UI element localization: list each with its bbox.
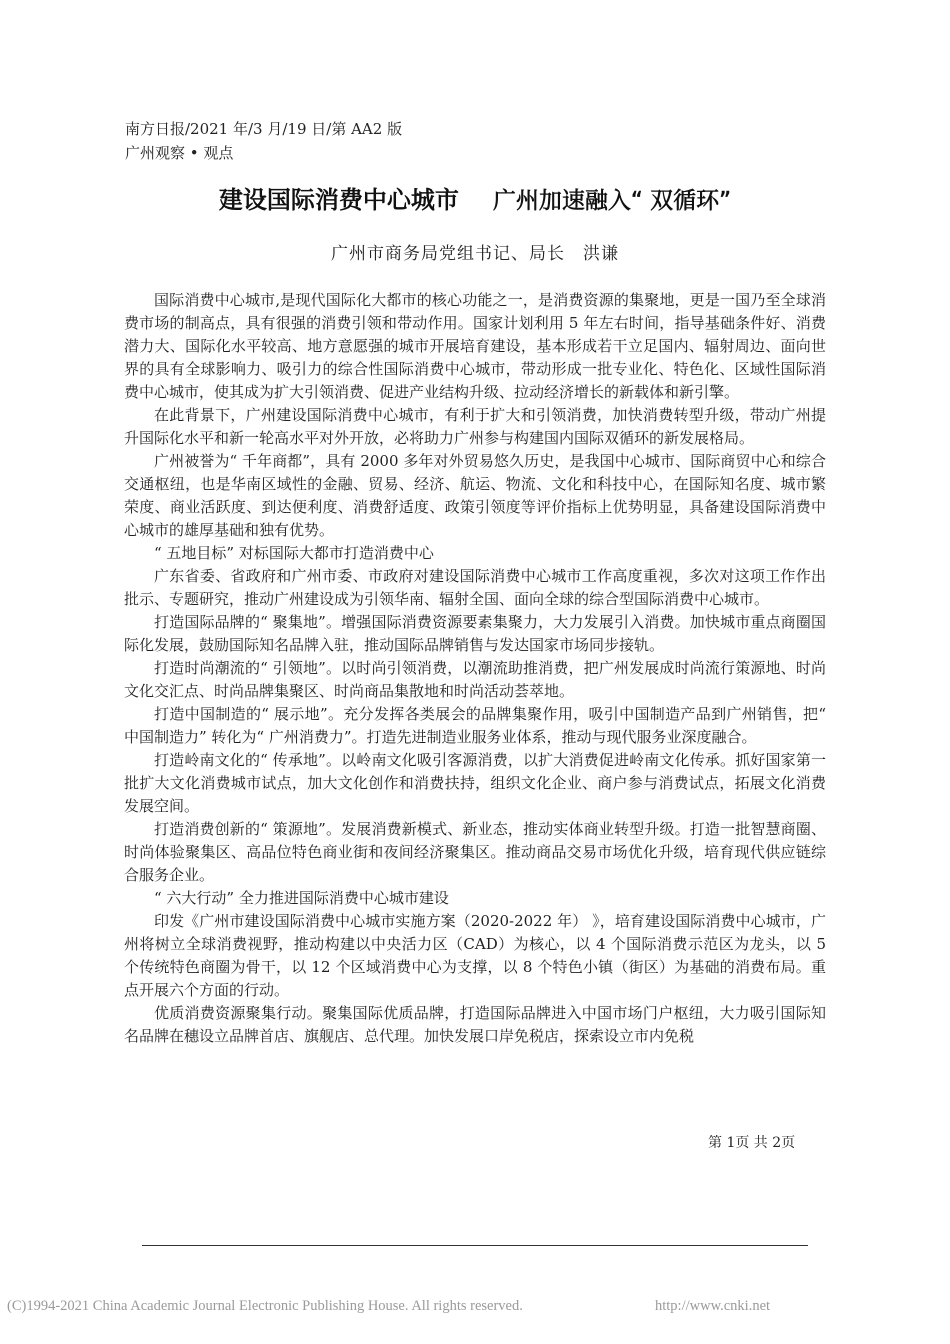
headline xyxy=(0,182,950,219)
paragraph: 在此背景下，广州建设国际消费中心城市，有利于扩大和引领消费，加快消费转型升级，带动广州提升国际化水平和新一轮高水平对外开放，必将助力广州参与构建国内国际双循环的新发展格局。 xyxy=(124,406,826,447)
paragraph: 打造时尚潮流的“ 引领地”。以时尚引领消费，以潮流助推消费，把广州发展成时尚流行策源地、时尚文化交汇点、时尚品牌集聚区、时尚商品集散地和时尚活动荟萃地。 xyxy=(124,659,826,700)
page-number: 第 1页 共 2页 xyxy=(708,1135,796,1151)
paragraph: 打造消费创新的“ 策源地”。发展消费新模式、新业态，推动实体商业转型升级。打造一批智慧商圈、时尚体验聚集区、高品位特色商业街和夜间经济聚集区。推动商品交易市场优化升级，培育现代供应链综合服务企业。 xyxy=(124,820,826,884)
paragraph: 印发《广州市建设国际消费中心城市实施方案（2020-2022 年） 》，培育建设国际消费中心城市，广州将树立全球消费视野，推动构建以中央活力区（CAD）为核心，以 4 个国际消费示范区为龙头，以 5 个传统特色商圈为骨干，以 12 个区域消费中心为支撑，以 8 个特色小镇（街区）为基础的消费布局。重点开展六个方面的行动。 xyxy=(124,912,826,999)
paragraph: 打造岭南文化的“ 传承地”。以岭南文化吸引客源消费，以扩大消费促进岭南文化传承。抓好国家第一批扩大文化消费城市试点，加大文化创作和消费扶持，组织文化企业、商户参与消费试点，拓展文化消费发展空间。 xyxy=(124,751,826,815)
paragraph: 打造中国制造的“ 展示地”。充分发挥各类展会的品牌集聚作用，吸引中国制造产品到广州销售，把“ 中国制造力” 转化为“ 广州消费力”。打造先进制造业服务业体系，推动与现代服务业深度融合。 xyxy=(124,705,826,746)
headline-main: 建设国际消费中心城市 xyxy=(218,186,459,214)
section-heading: “ 六大行动” 全力推进国际消费中心城市建设 xyxy=(154,889,449,907)
source-line: 南方日报/2021 年/3 月/19 日/第 AA2 版广州观察 • 观点 xyxy=(125,120,403,162)
author-line: 广州市商务局党组书记、局长 洪谦 xyxy=(331,244,619,264)
paragraph: 打造国际品牌的“ 聚集地”。增强国际消费资源要素集聚力，大力发展引入消费。加快城市重点商圈国际化发展，鼓励国际知名品牌入驻，推动国际品牌销售与发达国家市场同步接轨。 xyxy=(124,613,826,654)
section-heading: “ 五地目标” 对标国际大都市打造消费中心 xyxy=(154,544,434,562)
footer-divider xyxy=(142,1245,808,1246)
paragraph: 广东省委、省政府和广州市委、市政府对建设国际消费中心城市工作高度重视，多次对这项工作作出批示、专题研究，推动广州建设成为引领华南、辐射全国、面向全球的综合型国际消费中心城市。 xyxy=(124,567,826,608)
paragraph: 广州被誉为“ 千年商都”，具有 2000 多年对外贸易悠久历史，是我国中心城市、国际商贸中心和综合交通枢纽，也是华南区域性的金融、贸易、经济、航运、物流、文化和科技中心，在国际知名度、城市繁荣度、商业活跃度、到达便利度、消费舒适度、政策引领度等评价指标上优势明显，具备建设国际消费中心城市的雄厚基础和独有优势。 xyxy=(124,452,826,539)
cnki-link[interactable]: http://www.cnki.net xyxy=(655,1298,771,1314)
headline-sub: 广州加速融入“ 双循环” xyxy=(492,188,732,214)
article-body xyxy=(124,289,826,1048)
paragraph: 国际消费中心城市,是现代国际化大都市的核心功能之一，是消费资源的集聚地，更是一国乃至全球消费市场的制高点，具有很强的消费引领和带动作用。国家计划利用 5 年左右时间，指导基础条件好、消费潜力大、国际化水平较高、地方意愿强的城市开展培育建设，基本形成若干立足国内、辐射周边、面向世界的具有全球影响力、吸引力的综合性国际消费中心城市，带动形成一批专业化、特色化、区域性国际消费中心城市，使其成为扩大引领消费、促进产业结构升级、拉动经济增长的新载体和新引擎。 xyxy=(124,291,826,401)
copyright-notice: (C)1994-2021 China Academic Journal Electronic Publishing House. All rights reserved. xyxy=(7,1298,523,1314)
paragraph: 优质消费资源聚集行动。聚集国际优质品牌，打造国际品牌进入中国市场门户枢纽，大力吸引国际知名品牌在穗设立品牌首店、旗舰店、总代理。加快发展口岸免税店，探索设立市内免税 xyxy=(124,1004,826,1045)
